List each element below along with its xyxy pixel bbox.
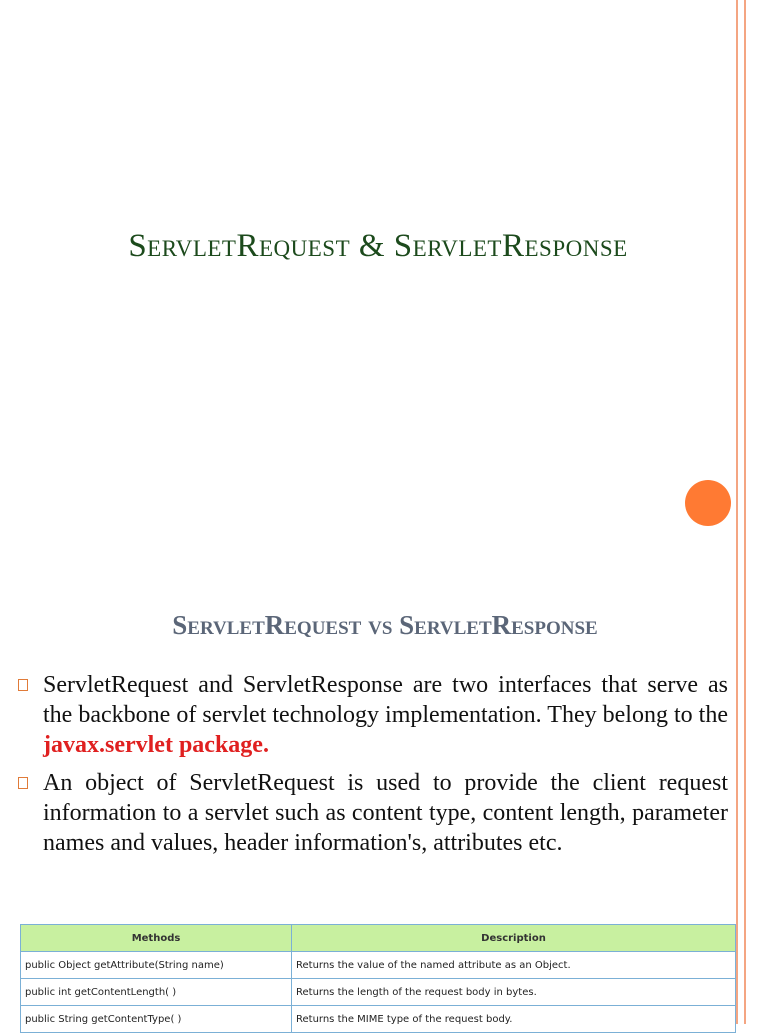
slide-1-title: ServletRequest & ServletResponse (128, 228, 628, 264)
method-cell: public int getContentLength( ) (21, 979, 292, 1006)
bullet-1-text: ServletRequest and ServletResponse are two interfaces that serve as the backbone of servlet technology implementation. They belong to the (43, 672, 728, 728)
header-methods: Methods (21, 925, 292, 952)
bullet-item-1 (18, 670, 728, 760)
bullet-item-2 (18, 768, 728, 858)
square-bullet-icon (18, 777, 28, 789)
method-cell: public Object getAttribute(String name) (21, 952, 292, 979)
table-row (21, 952, 736, 979)
methods-table (20, 924, 736, 1033)
description-cell: Returns the length of the request body in bytes. (292, 979, 736, 1006)
table-row (21, 979, 736, 1006)
header-description: Description (292, 925, 736, 952)
description-cell: Returns the MIME type of the request body. (292, 1006, 736, 1033)
table-header-row (21, 925, 736, 952)
method-cell: public String getContentType( ) (21, 1006, 292, 1033)
edge-line-left (736, 0, 738, 1024)
bullet-list (18, 670, 728, 866)
bullet-2-text: An object of ServletRequest is used to provide the client request information to a servlet such as content type, content length, parameter names and values, header information's, attributes etc. (43, 770, 728, 856)
table-row (21, 1006, 736, 1033)
description-cell: Returns the value of the named attribute as an Object. (292, 952, 736, 979)
orange-circle-icon (685, 480, 731, 526)
package-highlight: javax.servlet package. (43, 732, 269, 758)
edge-line-right (744, 0, 746, 1024)
slide-2-title: ServletRequest vs ServletResponse (172, 610, 598, 640)
square-bullet-icon (18, 679, 28, 691)
